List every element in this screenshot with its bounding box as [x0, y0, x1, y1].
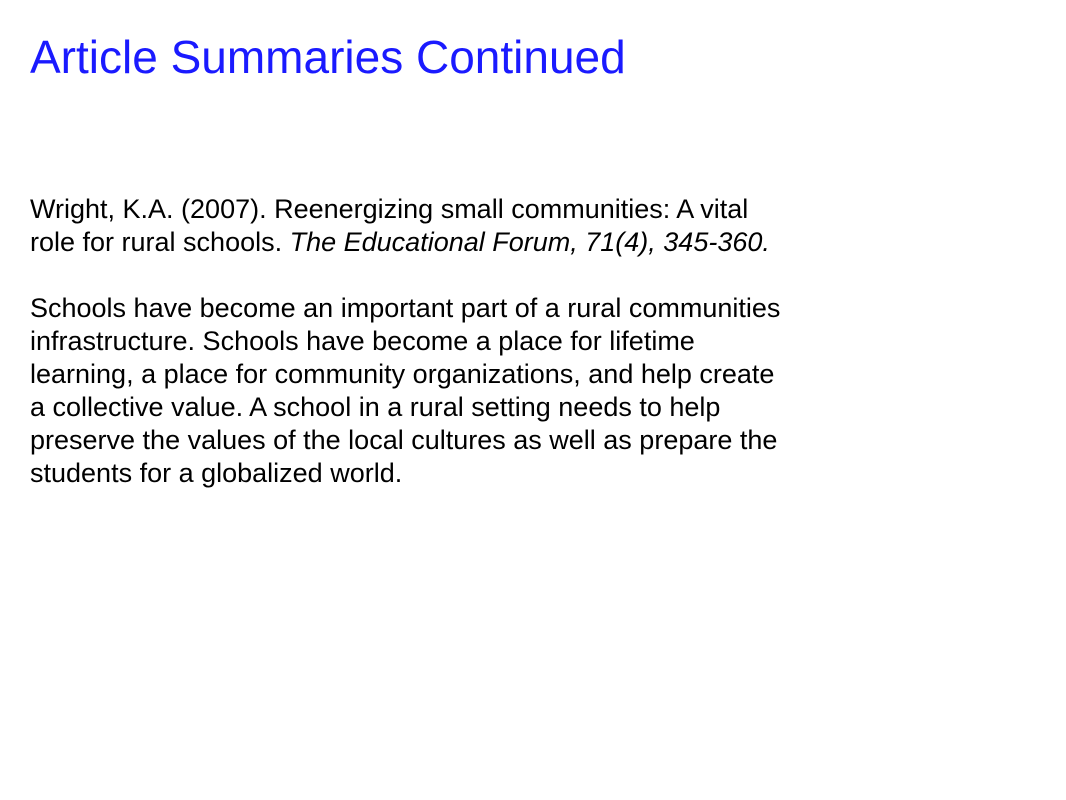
summary-paragraph [30, 292, 1040, 490]
citation-line-2 [30, 226, 1040, 259]
summary-line: preserve the values of the local cultures as well as prepare the [30, 425, 778, 455]
summary-line: a collective value. A school in a rural setting needs to help [30, 392, 721, 422]
summary-line: Schools have become an important part of a rural communities [30, 293, 781, 323]
summary-line: infrastructure. Schools have become a place for lifetime [30, 326, 695, 356]
summary-line: learning, a place for community organizations, and help create [30, 359, 775, 389]
paragraph-spacer [30, 259, 1040, 292]
citation [30, 193, 1040, 259]
summary-line: students for a globalized world. [30, 458, 403, 488]
slide-title: Article Summaries Continued [30, 31, 626, 83]
citation-journal: The Educational Forum, 71(4), 345-360. [289, 227, 770, 257]
slide-body [30, 193, 1040, 490]
citation-article-title-end: role for rural schools. [30, 227, 290, 257]
citation-line-1: Wright, K.A. (2007). Reenergizing small communities: A vital [30, 194, 749, 224]
